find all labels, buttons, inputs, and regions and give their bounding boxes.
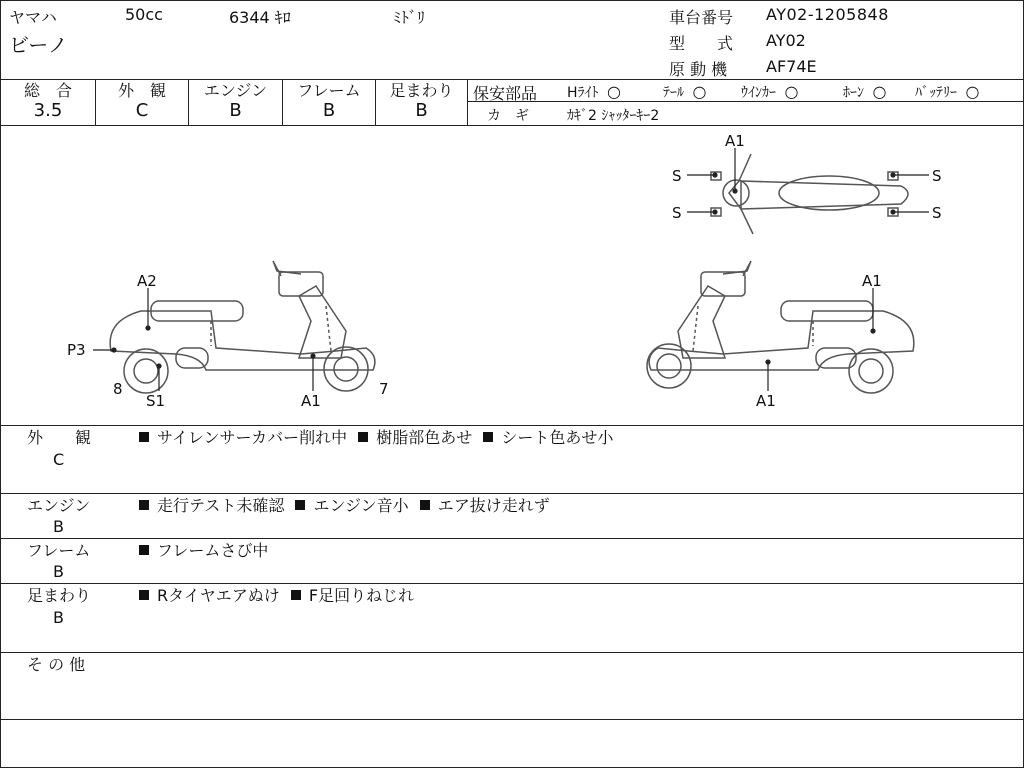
mark-a2: A2 xyxy=(137,272,157,290)
engine-label: 原 動 機 xyxy=(669,60,728,79)
mark-s-rear-left: S xyxy=(672,204,682,222)
safety-item-label: ﾃｰﾙ xyxy=(663,85,684,101)
safety-item-horn xyxy=(843,82,886,102)
safety-item-label: Hﾗｲﾄ xyxy=(567,85,599,101)
mark-a1-top: A1 xyxy=(725,132,745,150)
mark-8: 8 xyxy=(113,380,123,398)
note-item: 樹脂部色あせ xyxy=(376,428,473,447)
safety-item-mark: ○ xyxy=(692,82,707,101)
damage-diagram xyxy=(1,126,1023,426)
safety-item-battery xyxy=(915,82,979,102)
grade-engine xyxy=(189,80,282,122)
mileage: 6344 ｷﾛ xyxy=(229,8,291,27)
grade-value: B xyxy=(415,100,428,121)
key-value: ｶｷﾞ2 ｼｬｯﾀｰｷｰ2 xyxy=(567,108,660,124)
note-item: フレームさび中 xyxy=(157,541,269,560)
mark-s-rear-right: S xyxy=(932,204,942,222)
note-item: 走行テスト未確認 xyxy=(157,496,285,515)
section-title-other: そ の 他 xyxy=(27,655,86,674)
mark-s-front-left: S xyxy=(672,167,682,185)
note-item: Rタイヤエアぬけ xyxy=(157,586,280,605)
safety-item-mark: ○ xyxy=(965,82,980,101)
displacement: 50cc xyxy=(125,5,163,24)
grade-label: 外 観 xyxy=(117,81,166,100)
divider xyxy=(1,425,1023,426)
scooter-top-view xyxy=(711,154,908,234)
section-notes-exterior xyxy=(137,427,617,449)
note-item: エア抜け走れず xyxy=(437,496,550,515)
grade-label: 総 合 xyxy=(23,81,72,100)
mark-a1-seat: A1 xyxy=(862,272,882,290)
safety-item-label: ﾊﾞｯﾃﾘｰ xyxy=(915,85,957,101)
safety-item-mark: ○ xyxy=(872,82,887,101)
divider xyxy=(1,652,1023,653)
mark-a1-left: A1 xyxy=(301,392,321,410)
mark-p3: P3 xyxy=(67,341,86,359)
section-grade-suspension: B xyxy=(53,608,64,627)
divider xyxy=(467,79,468,125)
section-notes-engine xyxy=(137,495,554,517)
body-color: ﾐﾄﾞﾘ xyxy=(393,8,426,27)
mark-a1-bottom: A1 xyxy=(756,392,776,410)
safety-item-mark: ○ xyxy=(784,82,799,101)
mark-s1: S1 xyxy=(146,392,166,410)
safety-item-tail xyxy=(663,82,706,102)
maker: ヤマハ xyxy=(9,8,57,27)
mark-s-front-right: S xyxy=(932,167,942,185)
note-item: サイレンサーカバー削れ中 xyxy=(157,428,348,447)
safety-item-label: ｳｲﾝｶｰ xyxy=(741,85,776,101)
grade-suspension xyxy=(376,80,467,122)
key-label: カ ギ xyxy=(487,108,529,124)
section-grade-frame: B xyxy=(53,562,64,581)
engine-value: AF74E xyxy=(766,57,817,76)
section-title-engine: エンジン xyxy=(27,496,91,515)
divider xyxy=(1,719,1023,720)
section-grade-exterior: C xyxy=(53,450,65,469)
grade-value: 3.5 xyxy=(33,100,63,121)
model-name: ビーノ xyxy=(9,33,68,57)
note-item: シート色あせ小 xyxy=(501,428,614,447)
divider xyxy=(1,493,1023,494)
type-value: AY02 xyxy=(766,31,806,50)
safety-label: 保安部品 xyxy=(473,84,538,103)
divider xyxy=(1,538,1023,539)
frame-no-label: 車台番号 xyxy=(669,8,734,27)
grade-label: エンジン xyxy=(203,81,268,100)
safety-item-winker xyxy=(741,82,798,102)
grade-label: フレーム xyxy=(297,81,361,100)
type-label: 型 式 xyxy=(669,34,734,53)
note-item: エンジン音小 xyxy=(313,496,409,515)
grade-exterior xyxy=(96,80,188,122)
grade-value: B xyxy=(322,100,336,121)
mark-7: 7 xyxy=(379,380,389,398)
section-title-suspension: 足まわり xyxy=(27,586,92,605)
note-item: F足回りねじれ xyxy=(308,586,415,605)
section-notes-suspension xyxy=(137,585,418,607)
grade-label: 足まわり xyxy=(389,81,454,100)
section-grade-engine: B xyxy=(53,517,64,536)
divider xyxy=(1,583,1023,584)
grade-frame xyxy=(283,80,375,122)
section-title-frame: フレーム xyxy=(27,541,91,560)
frame-no: AY02-1205848 xyxy=(766,5,889,24)
section-title-exterior: 外 観 xyxy=(27,428,92,447)
section-notes-frame xyxy=(137,540,272,562)
safety-item-headlight xyxy=(567,82,621,102)
safety-item-mark: ○ xyxy=(606,82,621,101)
grade-overall xyxy=(1,80,95,122)
grade-value: B xyxy=(229,100,242,121)
safety-item-label: ﾎｰﾝ xyxy=(843,85,864,101)
grade-value: C xyxy=(135,100,149,121)
